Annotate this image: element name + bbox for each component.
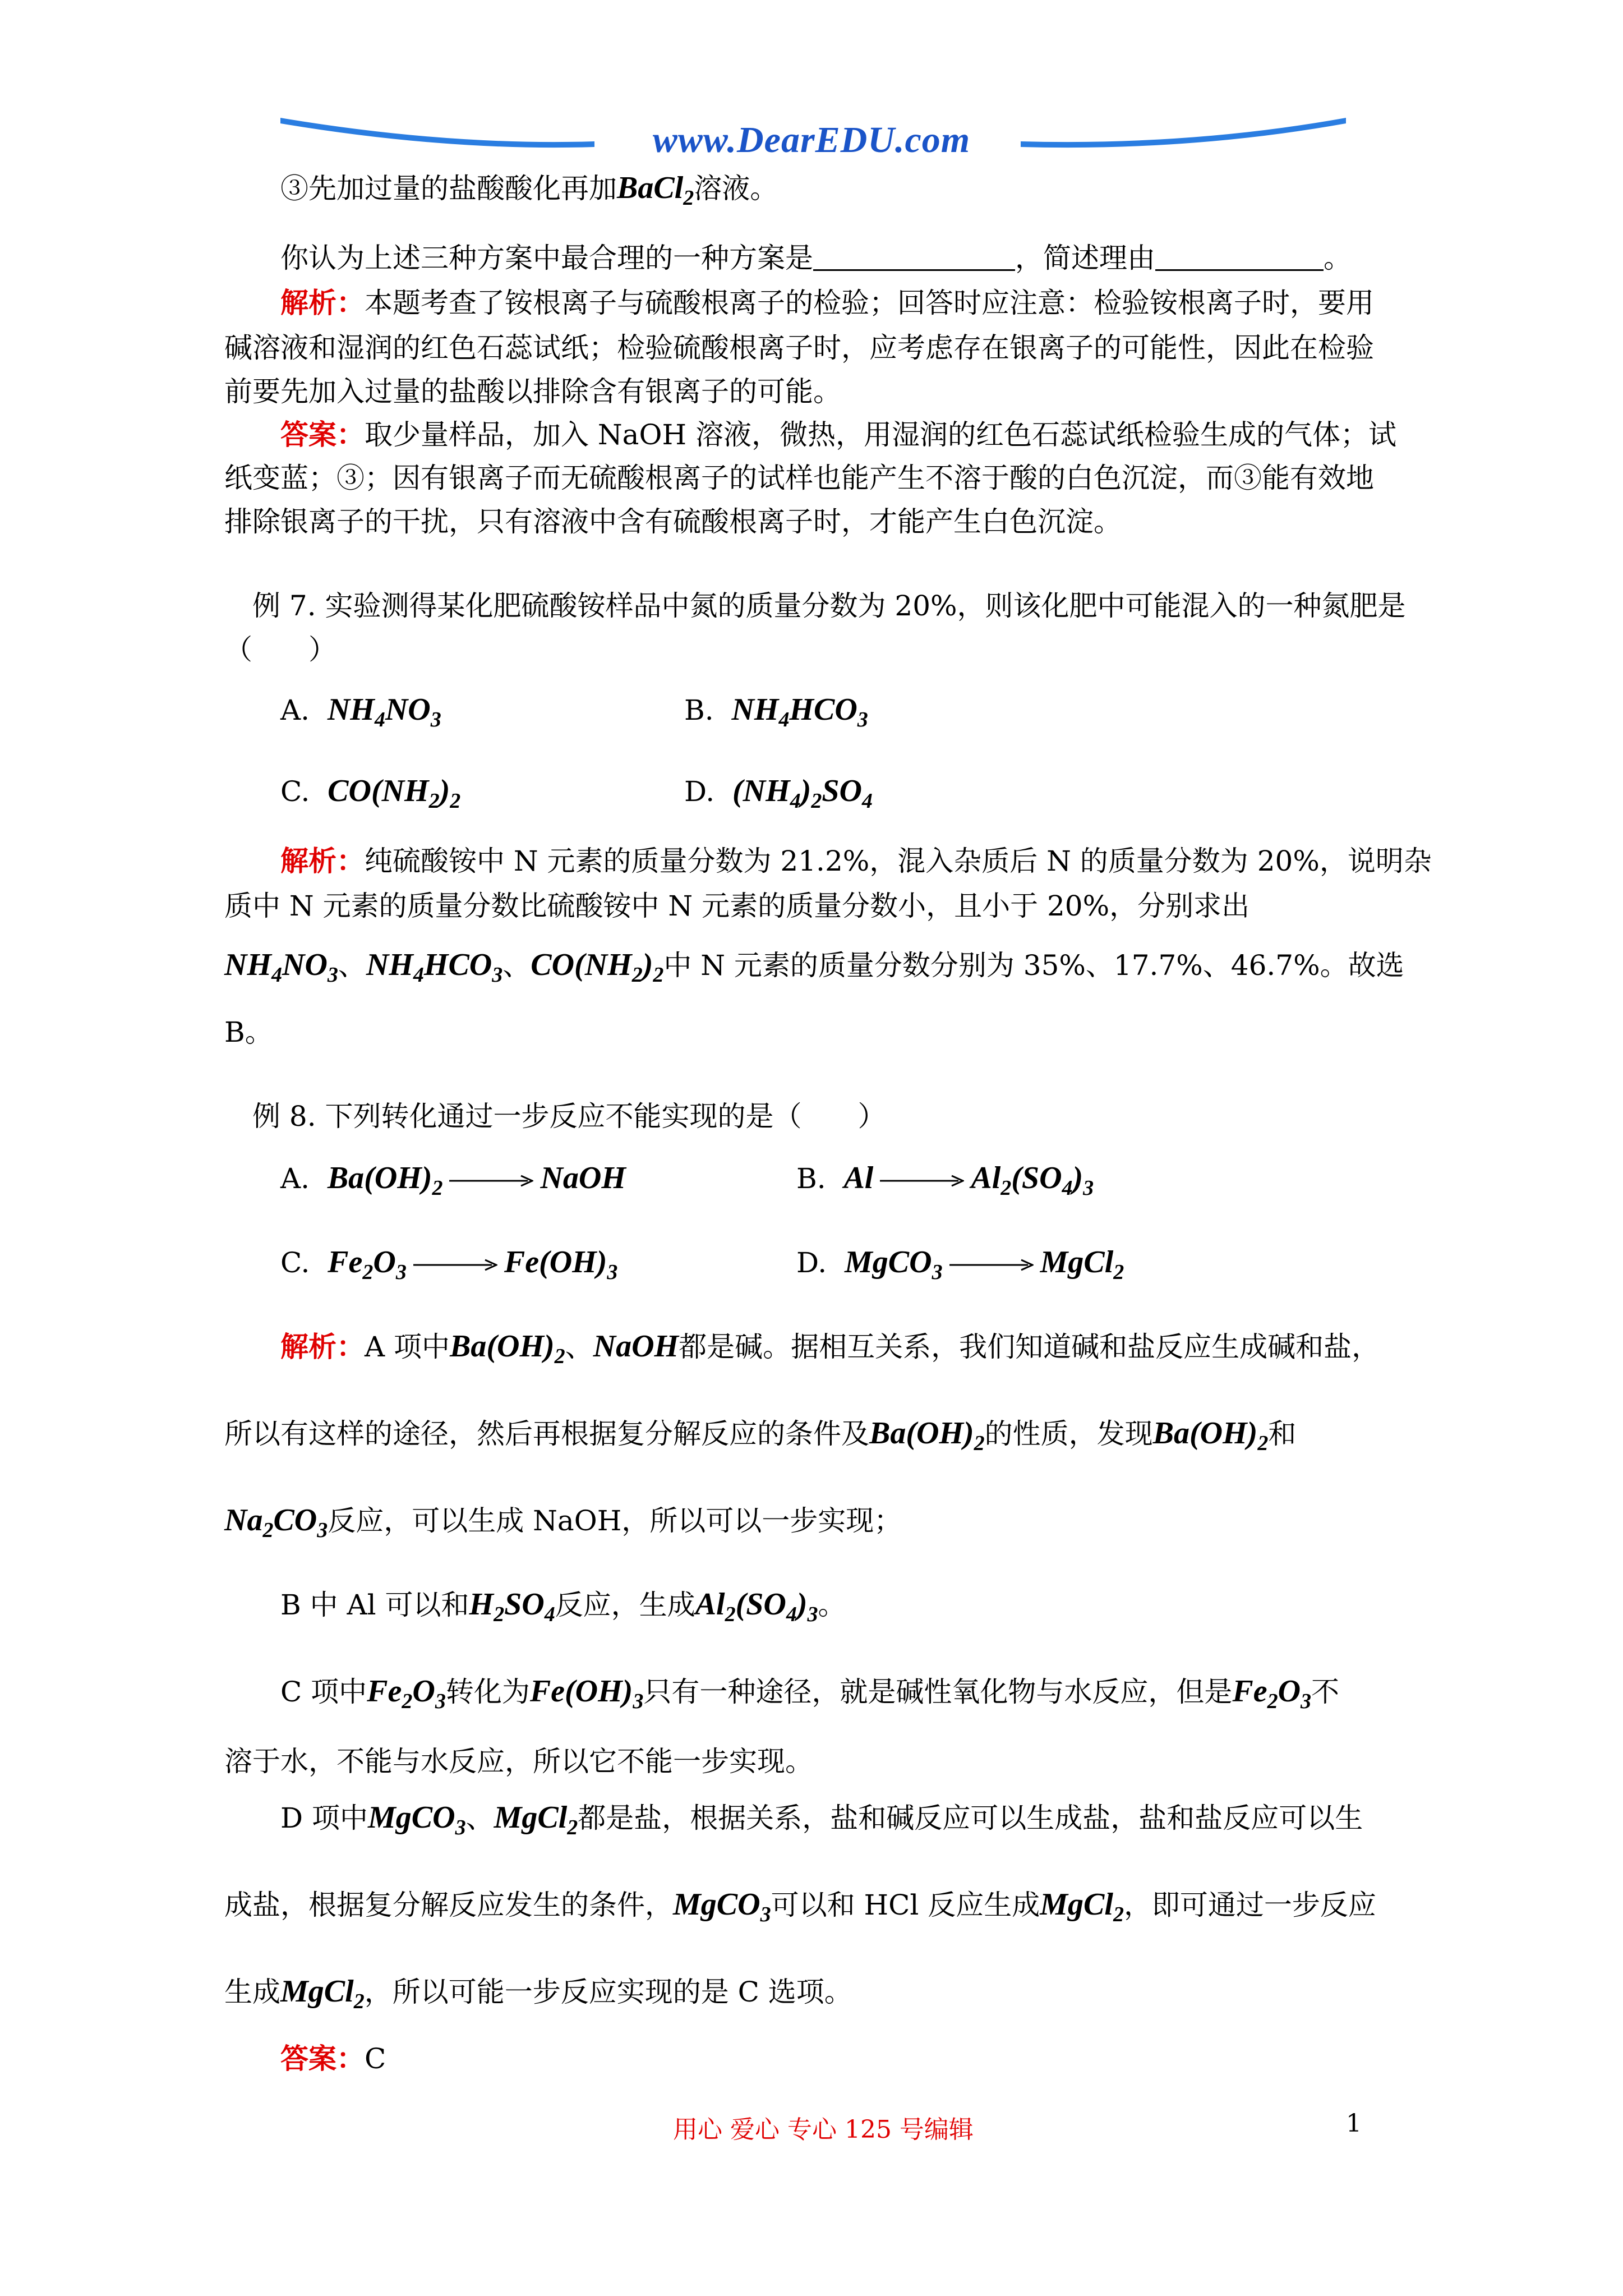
analysis-line: 解析：本题考查了铵根离子与硫酸根离子的检验；回答时应注意：检验铵根离子时，要用 (280, 286, 1374, 319)
question-8: 例 8. 下列转化通过一步反应不能实现的是（ ） (252, 1100, 886, 1133)
text-line: 你认为上述三种方案中最合理的一种方案是 ，简述理由 。 (280, 242, 1352, 274)
option-c: C. $CO(NH_2)_2$ (280, 774, 461, 813)
option-c: C. $Fe_2O_3$ $Fe(OH)_3$ (280, 1245, 618, 1284)
analysis-line: 解析：纯硫酸铵中 N 元素的质量分数为 21.2%，混入杂质后 N 的质量分数为 20%，说明杂 (280, 844, 1432, 877)
arrow-icon (949, 1257, 1034, 1273)
text-line: 生成MgCl$_2$，所以可能一步反应实现的是 C 选项。 (224, 1974, 852, 2013)
arrow-icon (880, 1172, 964, 1189)
question-7: 例 7. 实验测得某化肥硫酸铵样品中氮的质量分数为 20%，则该化肥中可能混入的一种氮肥是 (252, 590, 1406, 622)
text-line: 排除银离子的干扰，只有溶液中含有硫酸根离子时，才能产生白色沉淀。 (224, 505, 1122, 538)
answer-blank (813, 243, 1015, 271)
arrow-icon (449, 1172, 533, 1189)
header-logo: www.DearEDU.com (652, 119, 971, 160)
option-b: B. Al $Al_2(SO_4)_3$ (796, 1161, 1094, 1200)
text-line: C 项中$Fe_2O_3$转化为$Fe(OH)_3$只有一种途径，就是碱性氧化物与水反应，但是$Fe_2O_3$不 (280, 1674, 1340, 1713)
option-a: A. $Ba(OH)_2$ NaOH (280, 1161, 626, 1200)
arrow-icon (413, 1257, 497, 1273)
option-b: B. $NH_4HCO_3$ (684, 692, 868, 731)
answer-blank (1155, 243, 1324, 271)
text-line: D 项中MgCO$_3$、MgCl$_2$都是盐，根据关系，盐和碱反应可以生成盐，盐和盐反应可以生 (280, 1800, 1363, 1839)
option-d: D. $(NH_4)_2SO_4$ (684, 774, 873, 813)
text-line: 质中 N 元素的质量分数比硫酸铵中 N 元素的质量分数小，且小于 20%，分别求出 (224, 890, 1250, 922)
text-line: ③先加过量的盐酸酸化再加BaCl$_2$溶液。 (280, 171, 778, 210)
option-a: A. $NH_4NO_3$ (280, 692, 441, 731)
text-line: 溶于水，不能与水反应，所以它不能一步实现。 (224, 1745, 813, 1778)
text-line: B 中 Al 可以和$H_2SO_4$反应，生成$Al_2(SO_4)_3$。 (280, 1587, 846, 1626)
answer-line: 答案：取少量样品，加入 NaOH 溶液，微热，用湿润的红色石蕊试纸检验生成的气体；试 (280, 418, 1396, 451)
text-line: $Na_2CO_3$反应，可以生成 NaOH，所以可以一步实现； (224, 1503, 902, 1542)
text-line: 前要先加入过量的盐酸以排除含有银离子的可能。 (224, 375, 841, 408)
text-line: B。 (224, 1016, 273, 1048)
answer-line: 答案：C (280, 2042, 386, 2075)
footer-text: 用心 爱心 专心 125 号编辑 (673, 2115, 974, 2144)
text-line: $NH_4NO_3$、$NH_4HCO_3$、$CO(NH_2)_2$中 N 元素的质量分数分别为 35%、17.7%、46.7%。故选 (224, 947, 1404, 987)
text-line: 碱溶液和湿润的红色石蕊试纸；检验硫酸根离子时，应考虑存在银离子的可能性，因此在检验 (224, 332, 1374, 364)
analysis-line: 解析：A 项中$Ba(OH)_2$、NaOH都是碱。据相互关系，我们知道碱和盐反应生成碱和盐， (280, 1329, 1380, 1368)
question-paren: （ ） (224, 633, 336, 666)
text-line: 所以有这样的途径，然后再根据复分解反应的条件及$Ba(OH)_2$的性质，发现$Ba(OH)_2$和 (224, 1416, 1297, 1455)
text-line: 成盐，根据复分解反应发生的条件，MgCO$_3$可以和 HCl 反应生成MgCl$_2$，即可通过一步反应 (224, 1887, 1376, 1926)
text-line: 纸变蓝；③；因有银离子而无硫酸根离子的试样也能产生不溶于酸的白色沉淀，而③能有效地 (224, 462, 1374, 494)
page-number: 1 (1346, 2109, 1362, 2138)
option-d: D. MgCO$_3$ MgCl$_2$ (796, 1245, 1124, 1284)
